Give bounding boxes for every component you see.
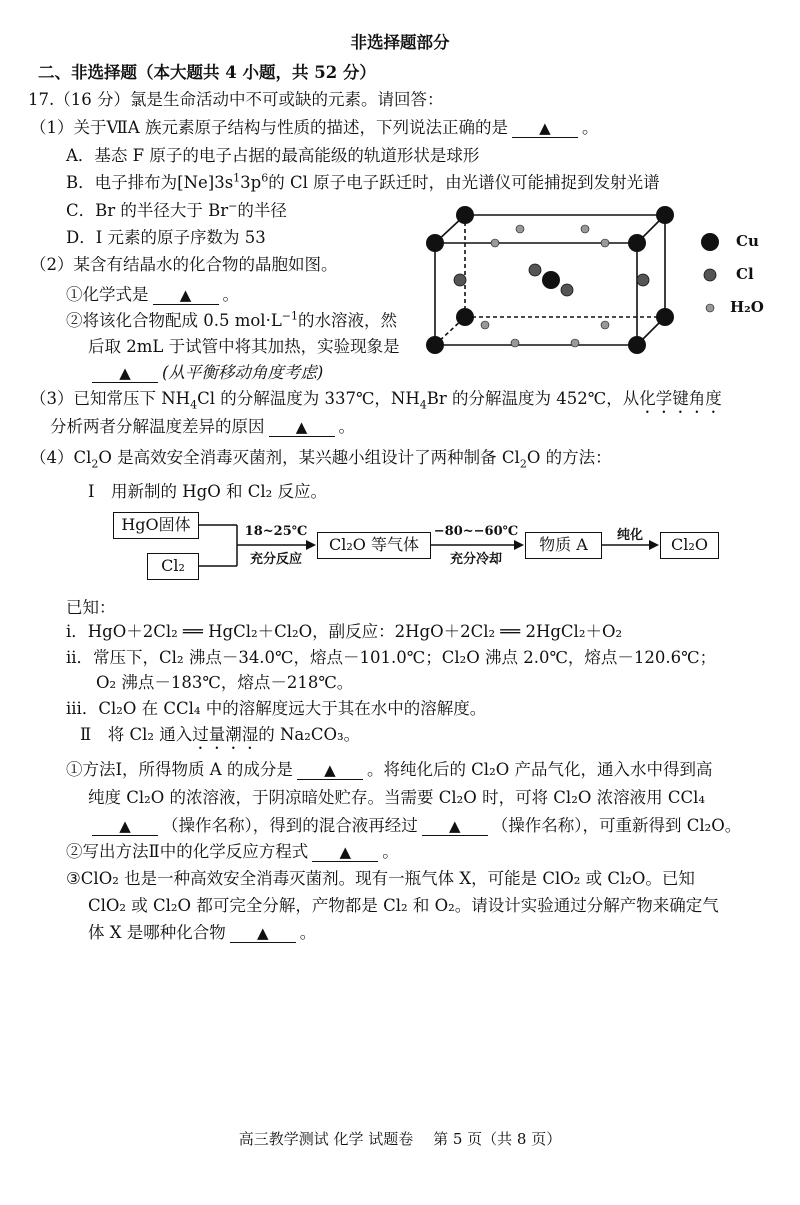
flow-connectors — [0, 500, 800, 620]
cu-atom — [456, 206, 474, 224]
cu-atom — [628, 336, 646, 354]
known-iii: iii．Cl₂O 在 CCl₄ 中的溶解度远大于其在水中的溶解度。 — [66, 699, 487, 718]
answer-blank[interactable]: ▲ — [312, 843, 378, 862]
part-heading: 二、非选择题（本大题共 4 小题，共 52 分） — [38, 63, 376, 82]
option-a: A．基态 F 原子的电子占据的最高能级的轨道形状是球形 — [66, 146, 480, 165]
cu-atom — [426, 336, 444, 354]
flow-box-hgo: HgO固体 — [113, 512, 199, 539]
q17-part4-3-b: ClO₂ 或 Cl₂O 都可完全分解，产物都是 Cl₂ 和 O₂。请设计实验通过分解产物来确定气 — [88, 896, 719, 915]
page-footer: 高三教学测试 化学 试题卷 第 5 页（共 8 页） — [238, 1130, 562, 1148]
legend-cu-icon — [701, 233, 719, 251]
option-d: D．I 元素的原子序数为 53 — [66, 228, 266, 247]
q17-part3-b: 分析两者分解温度差异的原因 ▲ 。 — [50, 417, 355, 436]
q17-part4-1-c: ▲ （操作名称），得到的混合液再经过 ▲ （操作名称），可重新得到 Cl₂O。 — [88, 815, 741, 837]
flow-box-cl2o: Cl₂O — [660, 532, 719, 559]
h2o-molecule — [601, 239, 609, 247]
q17-part3-a: （3）已知常压下 $NH_4Cl$ 的分解温度为 337℃，$NH_4Br$ 的分解温度为 452℃，从化学键角度 — [30, 389, 722, 412]
known-heading: 已知： — [66, 598, 116, 617]
flow-box-cl2o-gas: Cl₂O 等气体 — [317, 532, 431, 559]
h2o-molecule — [601, 321, 609, 329]
known-ii-2: O₂ 沸点－183℃，熔点－218℃。 — [96, 673, 354, 692]
section-title: 非选择题部分 — [350, 33, 450, 52]
answer-blank[interactable]: ▲ — [512, 119, 578, 138]
legend-h2o-label: H₂O — [730, 298, 764, 316]
answer-blank[interactable]: ▲ — [230, 924, 296, 943]
flow-label-1-top: 18~25℃ — [244, 524, 308, 539]
q17-part4-3-a: ③ClO₂ 也是一种高效安全消毒灭菌剂。现有一瓶气体 X，可能是 ClO₂ 或 Cl₂O。已知 — [66, 869, 695, 888]
q17-stem: 17.（16 分）氯是生命活动中不可或缺的元素。请回答： — [28, 90, 444, 109]
q17-part2-stem: （2）某含有结晶水的化合物的晶胞如图。 — [30, 255, 338, 274]
answer-blank[interactable]: ▲ — [153, 286, 219, 305]
cu-atom — [656, 206, 674, 224]
option-b: B．电子排布为$[Ne]3s^13p^6$的 Cl 原子电子跃迁时，由光谱仪可能捕捉到发射光谱 — [66, 171, 660, 192]
answer-blank[interactable]: ▲ — [269, 418, 335, 437]
answer-blank[interactable]: ▲ — [297, 761, 363, 780]
h2o-molecule — [511, 339, 519, 347]
cu-atom — [542, 271, 560, 289]
legend-cl-icon — [704, 269, 716, 281]
method-1: Ⅰ 用新制的 HgO 和 Cl₂ 反应。 — [88, 482, 327, 501]
answer-blank[interactable]: ▲ — [92, 817, 158, 836]
flow-label-1-bottom: 充分反应 — [249, 552, 302, 567]
q17-part4-3-c: 体 X 是哪种化合物 ▲ 。 — [88, 923, 317, 942]
q17-part2-2-b: 后取 2mL 于试管中将其加热，实验现象是 — [88, 337, 400, 356]
q17-part2-1: ①化学式是 ▲ 。 — [66, 285, 239, 304]
cl-atom — [529, 264, 541, 276]
q17-part2-2-a: ②将该化合物配成 0.5 $mol\cdot L^{-1}$的水溶液，然 — [66, 309, 398, 330]
cu-atom — [456, 308, 474, 326]
cl-atom — [637, 274, 649, 286]
h2o-molecule — [571, 339, 579, 347]
flow-label-2-top: −80~−60℃ — [433, 524, 519, 539]
cu-atom — [628, 234, 646, 252]
flow-box-substance-a: 物质 A — [525, 532, 602, 559]
flow-label-3-top: 纯化 — [616, 528, 643, 543]
h2o-molecule — [491, 239, 499, 247]
flow-label-2-bottom: 充分冷却 — [449, 552, 502, 567]
q17-part4-stem: $(4)Cl_2O$ 是高效安全消毒灭菌剂，某兴趣小组设计了两种制备 $Cl_2O$ 的方法： — [30, 448, 612, 471]
cu-atom — [656, 308, 674, 326]
legend-cu-label: Cu — [736, 232, 759, 250]
legend-markers — [700, 228, 730, 328]
legend-cl-label: Cl — [736, 265, 754, 283]
h2o-molecule — [516, 225, 524, 233]
h2o-molecule — [581, 225, 589, 233]
known-i: i．HgO＋2Cl₂ ══ HgCl₂＋Cl₂O，副反应：2HgO＋2Cl₂ ══ 2HgCl₂＋O₂ — [66, 622, 623, 641]
h2o-molecule — [481, 321, 489, 329]
q17-part4-1-b: 纯度 Cl₂O 的浓溶液，于阴凉暗处贮存。当需要 Cl₂O 时，可将 Cl₂O 浓溶液用 CCl₄ — [88, 788, 705, 807]
cu-atom — [426, 234, 444, 252]
q17-part2-2-c: ▲ (从平衡移动角度考虑) — [88, 362, 323, 384]
known-ii-1: ii．常压下，Cl₂ 沸点－34.0℃，熔点－101.0℃；Cl₂O 沸点 2.0℃，熔点－120.6℃； — [66, 648, 717, 667]
cl-atom — [561, 284, 573, 296]
answer-blank[interactable]: ▲ — [422, 817, 488, 836]
q17-part4-2: ②写出方法Ⅱ中的化学反应方程式 ▲ 。 — [66, 842, 399, 861]
cl-atom — [454, 274, 466, 286]
method-2: Ⅱ 将 Cl₂ 通入过量潮湿的 Na₂CO₃。 — [80, 725, 361, 744]
legend-h2o-icon — [706, 304, 714, 312]
q17-part4-1-a: ①方法Ⅰ，所得物质 A 的成分是 ▲ 。将纯化后的 Cl₂O 产品气化，通入水中得到高 — [66, 760, 713, 779]
option-c: C．Br 的半径大于 Br−的半径 — [66, 199, 287, 220]
q17-part1-stem: （1）关于ⅦA 族元素原子结构与性质的描述，下列说法正确的是 ▲ 。 — [30, 118, 599, 137]
answer-blank[interactable]: ▲ — [92, 364, 158, 383]
crystal-cell-diagram — [425, 195, 715, 360]
flow-box-cl2: Cl₂ — [147, 553, 199, 580]
